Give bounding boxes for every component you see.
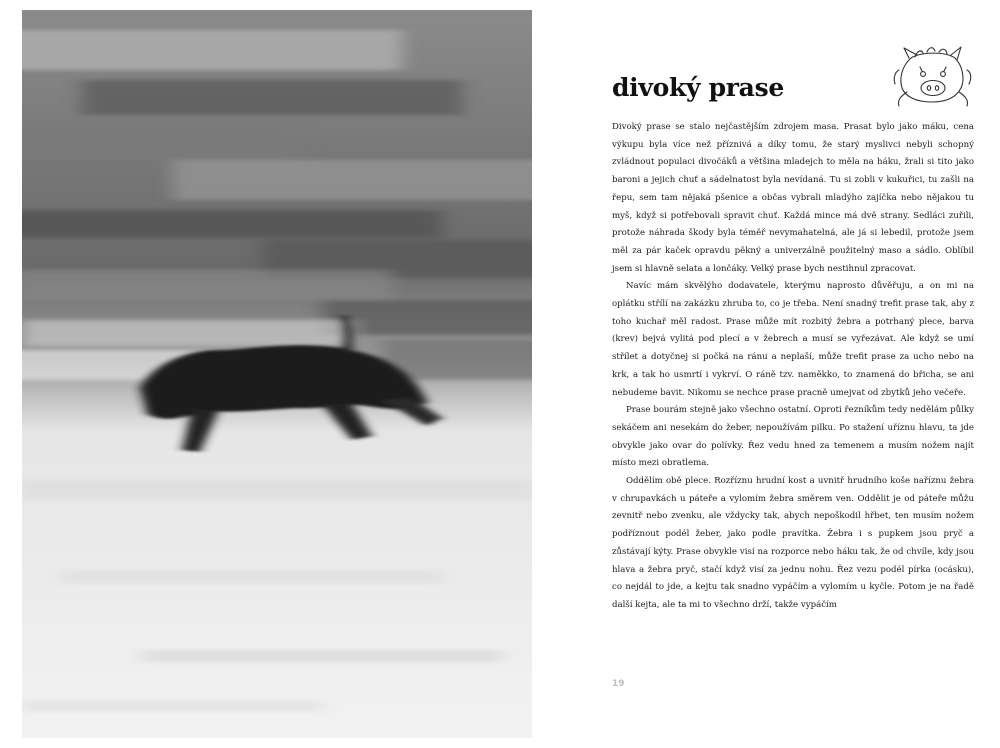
page-number: 19 (612, 679, 625, 689)
boar-head-icon (889, 44, 975, 108)
page-title: divoký prase (612, 73, 784, 102)
paragraph: Oddělím obě plece. Rozříznu hrudní kost a uvnitř hrudního koše naříznu žebra v chrupavkách u páteře a vylomím žebra směrem ven. Oddělit je od páteře můžu zevnitř nebo zvenku, ale vždycky tak, abych nepoškodil hřbet, ten musím nožem podříznout podél žeber, jako podle pravítka. Žebra i s pupkem jsou pryč a zůstávají kýty. Prase obvykle visí na rozporce nebo háku tak, že od chvíle, kdy jsou hlava a žebra pryč, stačí když visí za jednu nohu. Řez vezu podél pírka (ocásku), co nejdál to jde, a kejtu tak snadno vypáčím a vylomím u kyčle. Potom je na řadě další kejta, ale ta mi to všechno drží, takže vypáčím (612, 476, 974, 610)
paragraph: Navíc mám skvělýho dodavatele, kterýmu naprosto důvěřuju, a on mi na oplátku střílí na zakázku zhruba to, co je třeba. Není snadný trefit prase tak, aby z toho kuchař měl radost. Prase může mít rozbitý žebra a potrhaný plece, barva (krev) bejvá vylitá pod plecí a v žebrech a musí se vyřezávat. Ale když se umí střílet a dotyčnej si počká na ránu a neplaší, může trefit prase za ucho nebo na krk, a tak ho usmrtí i vykrví. O ráně tzv. naměkko, to znamená do břicha, se ani nebudeme bavit. Nikomu se nechce prase pracně umejvat od zbytků jeho večeře. (612, 281, 974, 398)
boar-running-photo (22, 10, 532, 738)
paragraph: Divoký prase se stalo nejčastějším zdrojem masa. Prasat bylo jako máku, cena výkupu byla více než příznivá a díky tomu, že starý myslivci nebyli schopný zvládnout populaci divočáků a většina mladejch to měla na háku, žrali si tito jako baroni a jejich chuť a sádelnatost byla nevídaná. Tu si zobli v kukuřici, tu zašli na řepu, sem tam nějaká pšenice a občas vybrali mladýho zajíčka nebo nějakou tu myš, když si potřebovali spravit chuť. Každá mince má dvě strany. Sedláci zuřili, protože náhrada škody byla téměř nevymahatelná, ale já si lebedil, protože jsem měl za pár kaček opravdu pěkný a univerzálně použitelný maso a sádlo. Oblíbil jsem si hlavně selata a lončáky. Velký prase bych nestihnul zpracovat. (612, 122, 974, 274)
body-text (612, 119, 974, 615)
paragraph: Prase bourám stejně jako všechno ostatní. Oproti řezníkům tedy nedělám půlky sekáčem ani nesekám do žeber, nepoužívám pilku. Po stažení uříznu hlavu, ta jde obvykle jako ovar do polívky. Řez vedu hned za temenem a musím nožem najít místo mezi obratlema. (612, 405, 974, 469)
boar-photo (22, 10, 532, 738)
